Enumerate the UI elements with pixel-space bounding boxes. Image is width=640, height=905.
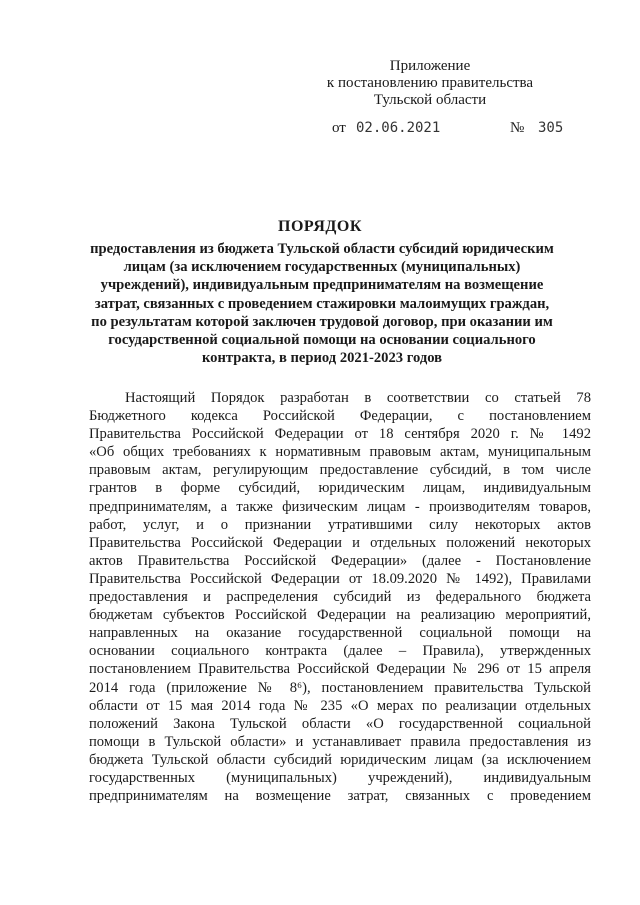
body-line: правовым актам, регулирующим предоставление субсидий, в том числе <box>89 462 591 479</box>
body-line: Бюджетного кодекса Российской Федерации, с постановлением <box>89 408 591 425</box>
subtitle-line: учреждений), индивидуальным предпринимателям на возмещение <box>100 277 544 294</box>
appendix-line: к постановлению правительства <box>326 75 534 91</box>
date-prefix: от <box>332 120 346 136</box>
decree-number: 305 <box>538 120 564 136</box>
subtitle-line: по результатам которой заключен трудовой договор, при оказании им <box>91 313 553 330</box>
body-line: основании социального контракта (далее – Правила), утвержденных <box>89 643 591 660</box>
subtitle-line: лицам (за исключением государственных (муниципальных) <box>123 259 521 276</box>
body-line: 2014 года (приложение № 8⁶), постановлением правительства Тульской <box>89 679 591 696</box>
body-line: области от 15 мая 2014 года № 235 «О мерах по реализации отдельных <box>89 697 591 714</box>
body-line: предпринимателям, а также физическим лицам - производителям товаров, <box>89 498 591 515</box>
body-line: положений Закона Тульской области «О государственной социальной <box>89 715 591 732</box>
subtitle-line: предоставления из бюджета Тульской области субсидий юридическим <box>90 241 554 257</box>
decree-date: 02.06.2021 <box>356 120 441 136</box>
body-line: Настоящий Порядок разработан в соответствии со статьей 78 <box>125 390 591 406</box>
body-line: «Об общих требованиях к нормативным правовым актам, муниципальным <box>89 444 591 461</box>
subtitle-line: контракта, в период 2021-2023 годов <box>201 350 443 367</box>
document-title: ПОРЯДОК <box>278 218 362 235</box>
subtitle-line: затрат, связанных с проведением стажировки малоимущих граждан, <box>94 295 550 312</box>
number-sign: № <box>510 120 525 136</box>
body-line: помощи в Тульской области» и устанавливает правила предоставления из <box>89 733 591 750</box>
body-paragraph <box>89 389 591 805</box>
body-line: работ, услуг, и о признании утратившими силу некоторых актов <box>89 516 591 533</box>
body-line: предпринимателям на возмещение затрат, связанных с проведением <box>89 788 591 805</box>
body-line: грантов в форме субсидий, юридическим лицам, индивидуальным <box>89 480 591 497</box>
body-line: постановлением Правительства Российской Федерации № 296 от 15 апреля <box>89 661 591 678</box>
appendix-header <box>300 58 560 109</box>
appendix-line: Тульской области <box>373 92 487 108</box>
subtitle-line: государственной социальной помощи на основании социального <box>108 332 536 349</box>
body-line: Правительства Российской Федерации от 18 сентября 2020 г. № 1492 <box>89 426 591 443</box>
decree-dateline <box>332 120 572 138</box>
body-line: бюджета Тульской области субсидий юридическим лицам (за исключением <box>89 751 591 768</box>
body-line: Правительства Российской Федерации от 18.09.2020 № 1492), Правилами <box>89 570 591 587</box>
body-line: предоставления и распределения субсидий из федерального бюджета <box>89 589 591 606</box>
document-subtitle <box>84 240 560 367</box>
body-line: направленных на оказание государственной социальной помощи на <box>89 625 591 642</box>
body-line: бюджетам субъектов Российской Федерации на реализацию мероприятий, <box>89 607 591 624</box>
body-line: государственных (муниципальных) учреждений), индивидуальным <box>89 769 591 786</box>
body-line: Правительства Российской Федерации и отдельных положений некоторых <box>89 534 591 551</box>
appendix-line: Приложение <box>389 58 471 74</box>
body-line: актов Правительства Российской Федерации» (далее - Постановление <box>89 552 591 569</box>
